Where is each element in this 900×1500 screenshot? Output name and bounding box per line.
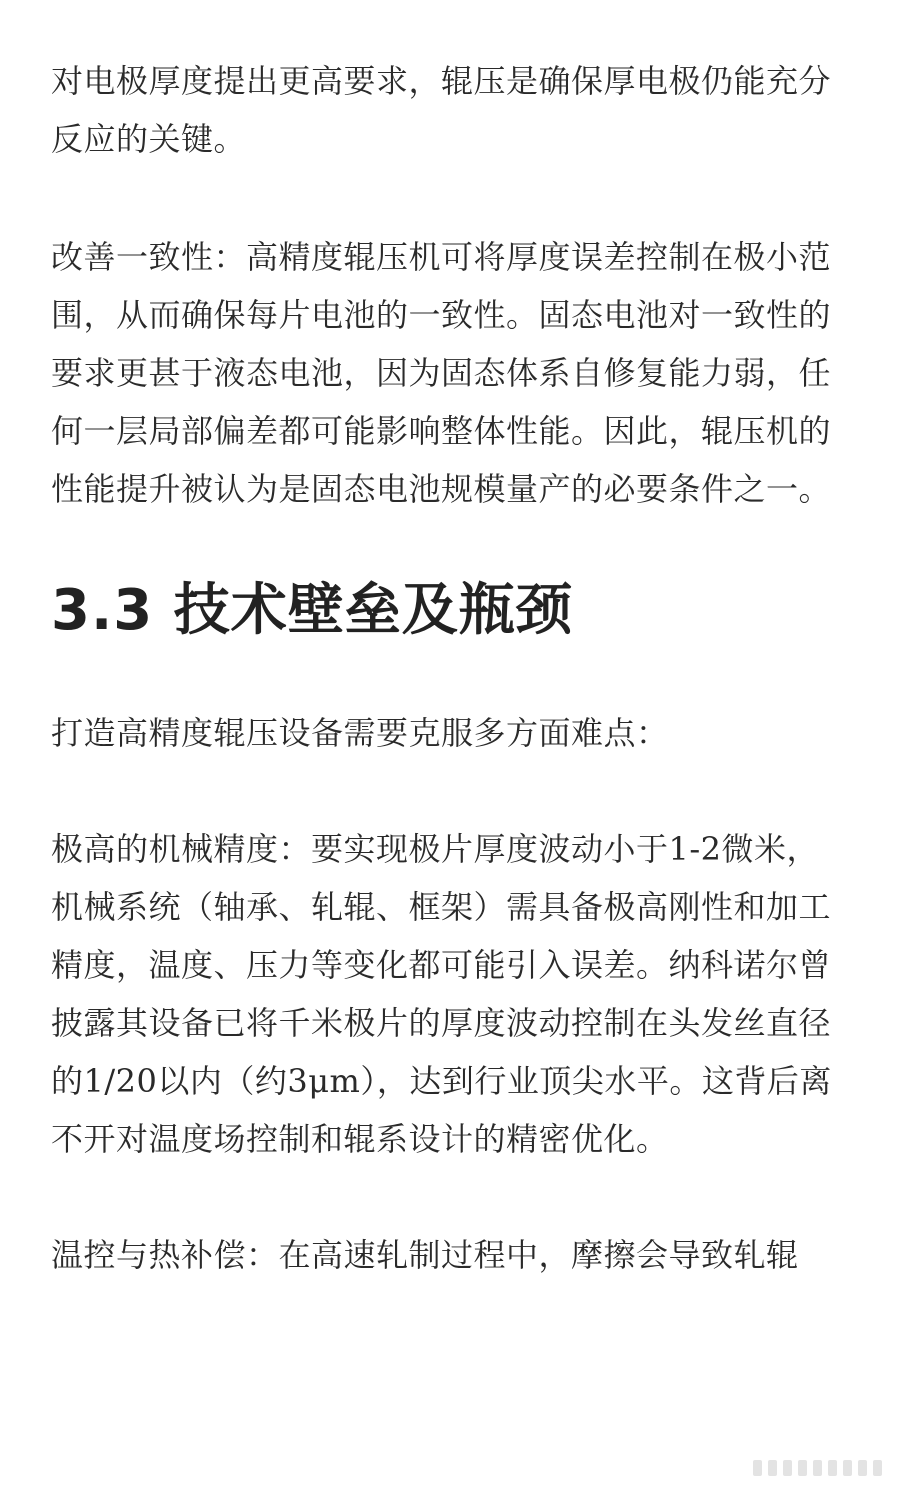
watermark-mark (858, 1460, 867, 1476)
watermark-mark (843, 1460, 852, 1476)
watermark-logo (753, 1460, 882, 1476)
watermark-mark (768, 1460, 777, 1476)
watermark-mark (798, 1460, 807, 1476)
watermark-mark (753, 1460, 762, 1476)
article-body (51, 52, 841, 1284)
watermark-mark (828, 1460, 837, 1476)
paragraph-temperature-control: 温控与热补偿：在高速轧制过程中，摩擦会导致轧辊 (51, 1236, 799, 1274)
watermark-mark (813, 1460, 822, 1476)
paragraph-consistency: 改善一致性：高精度辊压机可将厚度误差控制在极小范围，从而确保每片电池的一致性。固态电池对一致性的要求更甚于液态电池，因为固态体系自修复能力弱，任何一层局部偏差都可能影响整体性能。因此，辊压机的性能提升被认为是固态电池规模量产的必要条件之一。 (51, 238, 832, 508)
section-heading: 3.3 技术壁垒及瓶颈 (51, 578, 573, 643)
paragraph-difficulties-intro: 打造高精度辊压设备需要克服多方面难点： (51, 714, 669, 752)
paragraph-electrode-thickness: 对电极厚度提出更高要求，辊压是确保厚电极仍能充分反应的关键。 (51, 62, 832, 158)
watermark-mark (783, 1460, 792, 1476)
paragraph-mechanical-precision: 极高的机械精度：要实现极片厚度波动小于1-2微米，机械系统（轴承、轧辊、框架）需具备极高刚性和加工精度，温度、压力等变化都可能引入误差。纳科诺尔曾披露其设备已将千米极片的厚度波动控制在头发丝直径的1/20以内（约3μm），达到行业顶尖水平。这背后离不开对温度场控制和辊系设计的精密优化。 (51, 830, 832, 1158)
watermark-mark (873, 1460, 882, 1476)
